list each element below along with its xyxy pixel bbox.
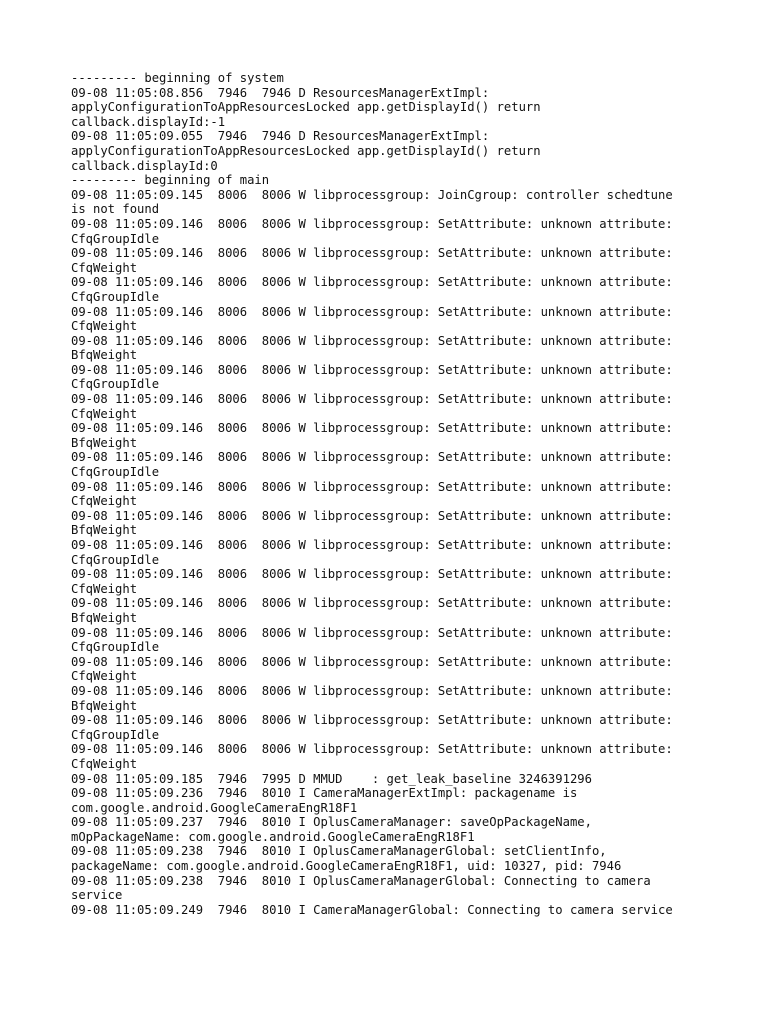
log-line: --------- beginning of system: [71, 71, 284, 85]
log-line: 09-08 11:05:09.146 8006 8006 W libprocessgroup: SetAttribute: unknown attribute:: [71, 450, 673, 465]
log-line: 09-08 11:05:09.238 7946 8010 I OplusCameraManagerGlobal: setClientInfo,: [71, 844, 607, 859]
log-document: [71, 71, 731, 917]
log-line: CfqWeight: [71, 756, 138, 771]
log-line: 09-08 11:05:09.055 7946 7946 D ResourcesManagerExtImpl:: [71, 129, 490, 144]
log-line: 09-08 11:05:09.146 8006 8006 W libprocessgroup: SetAttribute: unknown attribute:: [71, 479, 673, 494]
log-line: 09-08 11:05:09.146 8006 8006 W libprocessgroup: SetAttribute: unknown attribute:: [71, 362, 673, 377]
log-line: 09-08 11:05:08.856 7946 7946 D ResourcesManagerExtImpl:: [71, 85, 490, 100]
log-line: CfqGroupIdle: [71, 377, 160, 392]
log-line: 09-08 11:05:09.146 8006 8006 W libprocessgroup: SetAttribute: unknown attribute:: [71, 246, 673, 261]
log-line: is not found: [71, 202, 160, 217]
log-line: 09-08 11:05:09.146 8006 8006 W libprocessgroup: SetAttribute: unknown attribute:: [71, 596, 673, 611]
log-line: CfqWeight: [71, 406, 138, 421]
log-line: callback.displayId:-1: [71, 114, 226, 129]
log-line: 09-08 11:05:09.145 8006 8006 W libprocessgroup: JoinCgroup: controller schedtune: [71, 187, 673, 202]
log-line: CfqWeight: [71, 494, 138, 509]
log-line: 09-08 11:05:09.146 8006 8006 W libprocessgroup: SetAttribute: unknown attribute:: [71, 538, 673, 552]
log-line: 09-08 11:05:09.146 8006 8006 W libprocessgroup: SetAttribute: unknown attribute:: [71, 216, 673, 231]
log-line: 09-08 11:05:09.237 7946 8010 I OplusCameraManager: saveOpPackageName,: [71, 815, 592, 830]
log-line: --------- beginning of main: [71, 173, 270, 188]
log-line: 09-08 11:05:09.146 8006 8006 W libprocessgroup: SetAttribute: unknown attribute:: [71, 567, 673, 582]
log-line: 09-08 11:05:09.146 8006 8006 W libprocessgroup: SetAttribute: unknown attribute:: [71, 654, 673, 669]
log-line: 09-08 11:05:09.238 7946 8010 I OplusCameraManagerGlobal: Connecting to camera: [71, 873, 651, 888]
log-line: 09-08 11:05:09.146 8006 8006 W libprocessgroup: SetAttribute: unknown attribute:: [71, 683, 673, 698]
log-line: 09-08 11:05:09.146 8006 8006 W libprocessgroup: SetAttribute: unknown attribute:: [71, 333, 673, 348]
log-line: BfqWeight: [71, 348, 138, 363]
log-line: applyConfigurationToAppResourcesLocked app.getDisplayId() return: [71, 100, 541, 115]
log-line: 09-08 11:05:09.146 8006 8006 W libprocessgroup: SetAttribute: unknown attribute:: [71, 625, 673, 640]
log-line: CfqWeight: [71, 319, 138, 334]
log-line: 09-08 11:05:09.146 8006 8006 W libprocessgroup: SetAttribute: unknown attribute:: [71, 742, 673, 757]
log-line: 09-08 11:05:09.146 8006 8006 W libprocessgroup: SetAttribute: unknown attribute:: [71, 392, 673, 407]
log-line: 09-08 11:05:09.236 7946 8010 I CameraManagerExtImpl: packagename is: [71, 786, 578, 801]
log-line: 09-08 11:05:09.146 8006 8006 W libprocessgroup: SetAttribute: unknown attribute:: [71, 421, 673, 436]
log-line: 09-08 11:05:09.146 8006 8006 W libprocessgroup: SetAttribute: unknown attribute:: [71, 508, 673, 523]
log-line: 09-08 11:05:09.146 8006 8006 W libprocessgroup: SetAttribute: unknown attribute:: [71, 713, 673, 728]
log-line: CfqWeight: [71, 581, 138, 596]
log-line: BfqWeight: [71, 435, 138, 450]
log-line: 09-08 11:05:09.146 8006 8006 W libprocessgroup: SetAttribute: unknown attribute:: [71, 275, 673, 290]
log-line: packageName: com.google.android.GoogleCameraEngR18F1, uid: 10327, pid: 7946: [71, 859, 622, 874]
log-line: mOpPackageName: com.google.android.GoogleCameraEngR18F1: [71, 829, 475, 844]
log-line: 09-08 11:05:09.185 7946 7995 D MMUD : get_leak_baseline 3246391296: [71, 771, 592, 786]
log-line: applyConfigurationToAppResourcesLocked app.getDisplayId() return: [71, 143, 541, 158]
log-line: CfqGroupIdle: [71, 231, 160, 246]
log-line: 09-08 11:05:09.146 8006 8006 W libprocessgroup: SetAttribute: unknown attribute:: [71, 304, 673, 319]
log-line: CfqGroupIdle: [71, 465, 160, 480]
log-line: BfqWeight: [71, 523, 138, 538]
log-line: CfqWeight: [71, 260, 138, 275]
log-line: CfqGroupIdle: [71, 640, 160, 655]
log-line: service: [71, 888, 123, 903]
log-line: CfqGroupIdle: [71, 552, 160, 567]
log-line: CfqGroupIdle: [71, 727, 160, 742]
log-line: BfqWeight: [71, 698, 138, 713]
log-line: BfqWeight: [71, 610, 138, 625]
log-line: CfqWeight: [71, 669, 138, 684]
log-line: CfqGroupIdle: [71, 289, 160, 304]
log-line: 09-08 11:05:09.249 7946 8010 I CameraManagerGlobal: Connecting to camera service: [71, 902, 673, 917]
log-line: com.google.android.GoogleCameraEngR18F1: [71, 800, 358, 815]
log-line: callback.displayId:0: [71, 158, 218, 173]
